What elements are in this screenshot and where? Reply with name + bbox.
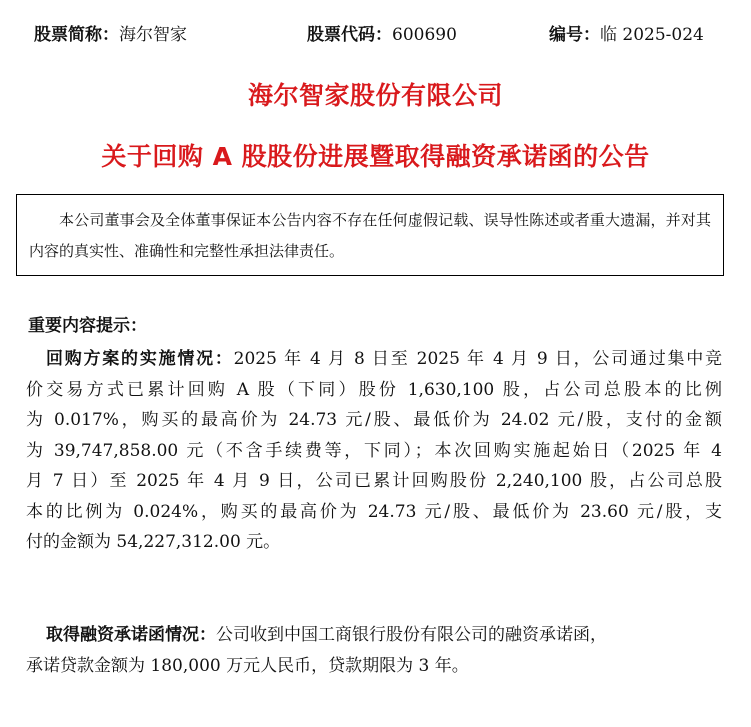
buyback-implementation-paragraph [26,344,723,558]
paragraph-line: 价交易方式已累计回购 A 股（下同）股份 1,630,100 股，占公司总股本的比例 [26,379,722,400]
buyback-implementation-label: 回购方案的实施情况： [46,349,234,369]
key-points-heading: 重要内容提示： [28,316,147,336]
announcement-number [549,22,704,48]
financing-commitment-label: 取得融资承诺函情况： [46,625,216,645]
paragraph-line [46,344,722,375]
paragraph-line-text: 公司收到中国工商银行股份有限公司的融资承诺函， [216,625,607,645]
announcement-number-value: 临 2025-024 [600,25,704,45]
announcement-number-label: 编号： [549,25,600,45]
paragraph-line: 承诺贷款金额为 180,000 万元人民币，贷款期限为 3 年。 [26,655,469,676]
stock-abbreviation-value: 海尔智家 [119,25,187,45]
notice-title: 关于回购 A 股股份进展暨取得融资承诺函的公告 [101,142,650,171]
stock-code [307,22,457,48]
paragraph-line-text: 2025 年 4 月 8 日至 2025 年 4 月 9 日，公司通过集中竞 [233,349,723,369]
paragraph-line [46,620,722,651]
paragraph-line: 为 39,747,858.00 元（不含手续费等，下同）；本次回购实施起始日（2025 年 4 [26,440,722,461]
financing-commitment-paragraph [26,620,722,681]
stock-abbreviation-label: 股票简称： [34,25,119,45]
paragraph-line: 月 7 日）至 2025 年 4 月 9 日，公司已累计回购股份 2,240,100 股，占公司总股 [26,471,722,491]
document-header [0,22,751,48]
paragraph-line: 为 0.017%，购买的最高价为 24.73 元/股、最低价为 24.02 元/股，支付的金额 [26,410,722,430]
stock-code-label: 股票代码： [307,25,392,45]
company-title: 海尔智家股份有限公司 [247,81,503,110]
disclaimer-box: 本公司董事会及全体董事保证本公告内容不存在任何虚假记载、误导性陈述或者重大遗漏，并对其内容的真实性、准确性和完整性承担法律责任。 [16,194,724,276]
stock-abbreviation [34,22,187,48]
stock-code-value: 600690 [392,25,457,45]
paragraph-line: 本的比例为 0.024%，购买的最高价为 24.73 元/股、最低价为 23.60 元/股，支 [26,501,722,522]
paragraph-line: 付的金额为 54,227,312.00 元。 [26,532,281,552]
